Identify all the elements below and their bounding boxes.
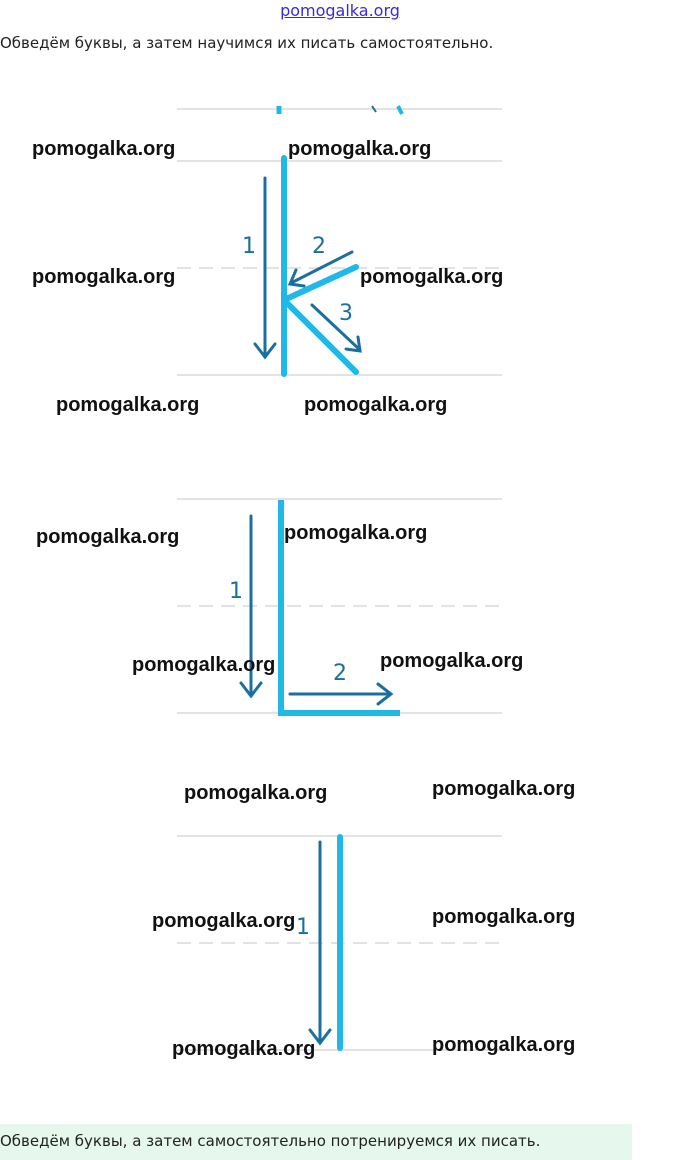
watermark: pomogalka.org [432,1034,576,1056]
watermark: pomogalka.org [432,906,576,928]
watermark: pomogalka.org [380,650,524,672]
watermark: pomogalka.org [172,1038,316,1060]
letter-i-figure [0,826,680,1066]
letter-k-partial-mark [398,106,402,114]
step-number-1: 1 [242,234,256,259]
step-number-2: 2 [333,661,347,686]
watermark: pomogalka.org [432,778,576,800]
watermark: pomogalka.org [32,138,176,160]
watermark: pomogalka.org [304,394,448,416]
watermark: pomogalka.org [56,394,200,416]
step-number-2: 2 [312,234,326,259]
step-number-3: 3 [339,301,353,326]
watermark: pomogalka.org [184,782,328,804]
letter-i-diagram [0,826,680,1066]
watermark: pomogalka.org [152,910,296,932]
watermark: pomogalka.org [36,526,180,548]
stroke-arrow-2 [290,684,391,704]
step-number-1: 1 [229,579,243,604]
watermark: pomogalka.org [32,266,176,288]
site-link[interactable]: pomogalka.org [280,1,400,20]
footer-text: Обведём буквы, а затем самостоятельно потренируемся их писать. [0,1132,541,1150]
watermark: pomogalka.org [288,138,432,160]
watermark: pomogalka.org [132,654,276,676]
step-number-1: 1 [296,915,310,940]
watermark: pomogalka.org [360,266,504,288]
footer-note [0,1124,632,1160]
intro-text: Обведём буквы, а затем научимся их писать самостоятельно. [0,34,494,52]
watermark: pomogalka.org [284,522,428,544]
